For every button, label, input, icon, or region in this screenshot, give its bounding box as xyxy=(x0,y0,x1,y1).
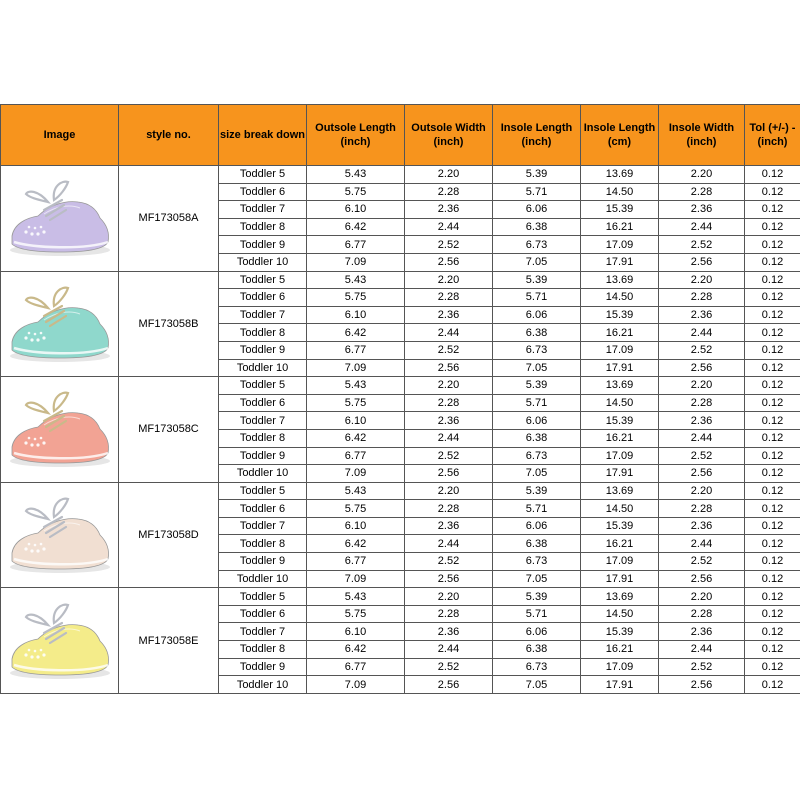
size-cell: Toddler 8 xyxy=(219,324,307,342)
insole-length-inch-cell: 7.05 xyxy=(493,359,581,377)
outsole-length-cell: 5.75 xyxy=(307,500,405,518)
insole-width-cell: 2.28 xyxy=(659,183,745,201)
insole-length-inch-cell: 6.06 xyxy=(493,306,581,324)
insole-length-inch-cell: 5.71 xyxy=(493,605,581,623)
insole-length-cm-cell: 14.50 xyxy=(581,394,659,412)
shoe-image xyxy=(4,172,116,264)
size-cell: Toddler 9 xyxy=(219,341,307,359)
outsole-length-cell: 6.42 xyxy=(307,641,405,659)
insole-width-cell: 2.44 xyxy=(659,218,745,236)
insole-length-inch-cell: 7.05 xyxy=(493,253,581,271)
insole-length-cm-cell: 15.39 xyxy=(581,201,659,219)
table-row xyxy=(1,377,800,395)
tolerance-cell: 0.12 xyxy=(745,359,800,377)
outsole-width-cell: 2.44 xyxy=(405,535,493,553)
tolerance-cell: 0.12 xyxy=(745,412,800,430)
insole-width-cell: 2.36 xyxy=(659,517,745,535)
table-row xyxy=(1,166,800,184)
size-cell: Toddler 8 xyxy=(219,218,307,236)
product-image-cell xyxy=(1,377,119,483)
outsole-width-cell: 2.28 xyxy=(405,183,493,201)
insole-width-cell: 2.28 xyxy=(659,605,745,623)
insole-length-cm-cell: 16.21 xyxy=(581,641,659,659)
outsole-width-cell: 2.44 xyxy=(405,641,493,659)
insole-length-cm-cell: 17.09 xyxy=(581,447,659,465)
insole-width-cell: 2.28 xyxy=(659,289,745,307)
size-cell: Toddler 10 xyxy=(219,253,307,271)
insole-width-cell: 2.52 xyxy=(659,658,745,676)
outsole-length-cell: 5.43 xyxy=(307,482,405,500)
size-cell: Toddler 5 xyxy=(219,271,307,289)
header-image: Image xyxy=(1,105,119,166)
outsole-width-cell: 2.56 xyxy=(405,253,493,271)
outsole-length-cell: 7.09 xyxy=(307,676,405,694)
outsole-width-cell: 2.28 xyxy=(405,500,493,518)
product-image-cell xyxy=(1,588,119,694)
tolerance-cell: 0.12 xyxy=(745,271,800,289)
tolerance-cell: 0.12 xyxy=(745,500,800,518)
size-cell: Toddler 8 xyxy=(219,429,307,447)
size-cell: Toddler 5 xyxy=(219,166,307,184)
insole-width-cell: 2.36 xyxy=(659,201,745,219)
insole-width-cell: 2.52 xyxy=(659,236,745,254)
size-chart-table xyxy=(0,104,800,694)
insole-length-cm-cell: 15.39 xyxy=(581,517,659,535)
outsole-length-cell: 6.42 xyxy=(307,218,405,236)
tolerance-cell: 0.12 xyxy=(745,535,800,553)
outsole-length-cell: 5.75 xyxy=(307,289,405,307)
insole-length-inch-cell: 6.06 xyxy=(493,623,581,641)
insole-length-cm-cell: 17.91 xyxy=(581,359,659,377)
outsole-width-cell: 2.36 xyxy=(405,517,493,535)
insole-length-cm-cell: 14.50 xyxy=(581,289,659,307)
tolerance-cell: 0.12 xyxy=(745,447,800,465)
insole-width-cell: 2.56 xyxy=(659,359,745,377)
outsole-length-cell: 5.75 xyxy=(307,605,405,623)
shoe-image xyxy=(4,489,116,581)
tolerance-cell: 0.12 xyxy=(745,570,800,588)
insole-length-inch-cell: 5.71 xyxy=(493,394,581,412)
outsole-length-cell: 6.10 xyxy=(307,201,405,219)
style-number: MF173058E xyxy=(119,588,219,694)
insole-length-cm-cell: 17.91 xyxy=(581,570,659,588)
insole-length-cm-cell: 13.69 xyxy=(581,271,659,289)
insole-length-inch-cell: 5.71 xyxy=(493,183,581,201)
tolerance-cell: 0.12 xyxy=(745,465,800,483)
header-size-break-down: size break down xyxy=(219,105,307,166)
outsole-length-cell: 6.10 xyxy=(307,623,405,641)
tolerance-cell: 0.12 xyxy=(745,605,800,623)
insole-length-cm-cell: 13.69 xyxy=(581,377,659,395)
size-cell: Toddler 10 xyxy=(219,570,307,588)
insole-width-cell: 2.44 xyxy=(659,429,745,447)
insole-length-cm-cell: 13.69 xyxy=(581,588,659,606)
insole-width-cell: 2.56 xyxy=(659,570,745,588)
style-number: MF173058D xyxy=(119,482,219,588)
tolerance-cell: 0.12 xyxy=(745,482,800,500)
header-insole-length-inch: Insole Length (inch) xyxy=(493,105,581,166)
insole-width-cell: 2.52 xyxy=(659,553,745,571)
size-cell: Toddler 10 xyxy=(219,359,307,377)
outsole-width-cell: 2.52 xyxy=(405,341,493,359)
tolerance-cell: 0.12 xyxy=(745,517,800,535)
outsole-width-cell: 2.52 xyxy=(405,447,493,465)
insole-length-inch-cell: 5.71 xyxy=(493,500,581,518)
outsole-width-cell: 2.36 xyxy=(405,623,493,641)
insole-length-inch-cell: 6.06 xyxy=(493,517,581,535)
size-cell: Toddler 7 xyxy=(219,306,307,324)
tolerance-cell: 0.12 xyxy=(745,253,800,271)
table-row xyxy=(1,271,800,289)
outsole-width-cell: 2.56 xyxy=(405,570,493,588)
outsole-length-cell: 7.09 xyxy=(307,359,405,377)
tolerance-cell: 0.12 xyxy=(745,377,800,395)
insole-width-cell: 2.36 xyxy=(659,412,745,430)
size-cell: Toddler 8 xyxy=(219,641,307,659)
tolerance-cell: 0.12 xyxy=(745,236,800,254)
insole-width-cell: 2.56 xyxy=(659,253,745,271)
insole-width-cell: 2.20 xyxy=(659,271,745,289)
insole-length-inch-cell: 7.05 xyxy=(493,465,581,483)
style-number: MF173058B xyxy=(119,271,219,377)
outsole-length-cell: 5.43 xyxy=(307,588,405,606)
outsole-width-cell: 2.52 xyxy=(405,236,493,254)
size-cell: Toddler 7 xyxy=(219,201,307,219)
insole-width-cell: 2.56 xyxy=(659,465,745,483)
outsole-length-cell: 7.09 xyxy=(307,465,405,483)
outsole-width-cell: 2.36 xyxy=(405,201,493,219)
size-cell: Toddler 6 xyxy=(219,500,307,518)
insole-length-inch-cell: 6.38 xyxy=(493,429,581,447)
insole-length-inch-cell: 7.05 xyxy=(493,676,581,694)
insole-length-cm-cell: 14.50 xyxy=(581,500,659,518)
insole-length-inch-cell: 6.73 xyxy=(493,341,581,359)
outsole-length-cell: 5.43 xyxy=(307,166,405,184)
insole-width-cell: 2.44 xyxy=(659,324,745,342)
outsole-length-cell: 6.42 xyxy=(307,535,405,553)
insole-width-cell: 2.28 xyxy=(659,394,745,412)
outsole-length-cell: 7.09 xyxy=(307,253,405,271)
insole-width-cell: 2.36 xyxy=(659,306,745,324)
style-number: MF173058C xyxy=(119,377,219,483)
insole-length-inch-cell: 6.73 xyxy=(493,553,581,571)
tolerance-cell: 0.12 xyxy=(745,394,800,412)
outsole-width-cell: 2.52 xyxy=(405,553,493,571)
tolerance-cell: 0.12 xyxy=(745,306,800,324)
insole-length-inch-cell: 5.71 xyxy=(493,289,581,307)
insole-width-cell: 2.20 xyxy=(659,377,745,395)
size-cell: Toddler 7 xyxy=(219,412,307,430)
header-style-no: style no. xyxy=(119,105,219,166)
header-insole-width: Insole Width (inch) xyxy=(659,105,745,166)
tolerance-cell: 0.12 xyxy=(745,341,800,359)
insole-length-inch-cell: 6.38 xyxy=(493,324,581,342)
insole-length-inch-cell: 6.06 xyxy=(493,412,581,430)
size-cell: Toddler 10 xyxy=(219,676,307,694)
outsole-length-cell: 6.77 xyxy=(307,553,405,571)
outsole-length-cell: 6.77 xyxy=(307,236,405,254)
insole-length-cm-cell: 13.69 xyxy=(581,482,659,500)
insole-length-cm-cell: 17.09 xyxy=(581,658,659,676)
insole-width-cell: 2.28 xyxy=(659,500,745,518)
shoe-image xyxy=(4,278,116,370)
insole-length-inch-cell: 6.38 xyxy=(493,641,581,659)
style-number: MF173058A xyxy=(119,166,219,272)
insole-length-cm-cell: 16.21 xyxy=(581,535,659,553)
outsole-width-cell: 2.52 xyxy=(405,658,493,676)
insole-length-cm-cell: 14.50 xyxy=(581,183,659,201)
outsole-width-cell: 2.56 xyxy=(405,465,493,483)
outsole-length-cell: 6.10 xyxy=(307,517,405,535)
insole-length-cm-cell: 16.21 xyxy=(581,429,659,447)
header-insole-length-cm: Insole Length (cm) xyxy=(581,105,659,166)
insole-length-cm-cell: 14.50 xyxy=(581,605,659,623)
shoe-image xyxy=(4,383,116,475)
tolerance-cell: 0.12 xyxy=(745,553,800,571)
size-cell: Toddler 6 xyxy=(219,394,307,412)
size-cell: Toddler 5 xyxy=(219,588,307,606)
insole-length-inch-cell: 7.05 xyxy=(493,570,581,588)
outsole-length-cell: 6.77 xyxy=(307,447,405,465)
insole-width-cell: 2.20 xyxy=(659,482,745,500)
insole-length-inch-cell: 5.39 xyxy=(493,482,581,500)
outsole-width-cell: 2.20 xyxy=(405,482,493,500)
insole-length-inch-cell: 6.73 xyxy=(493,236,581,254)
shoe-image xyxy=(4,595,116,687)
insole-length-cm-cell: 16.21 xyxy=(581,218,659,236)
insole-width-cell: 2.44 xyxy=(659,641,745,659)
outsole-length-cell: 6.42 xyxy=(307,429,405,447)
outsole-length-cell: 6.10 xyxy=(307,306,405,324)
tolerance-cell: 0.12 xyxy=(745,183,800,201)
tolerance-cell: 0.12 xyxy=(745,166,800,184)
table-row xyxy=(1,588,800,606)
insole-length-inch-cell: 6.73 xyxy=(493,447,581,465)
header-tolerance: Tol (+/-) - (inch) xyxy=(745,105,800,166)
size-cell: Toddler 5 xyxy=(219,377,307,395)
tolerance-cell: 0.12 xyxy=(745,623,800,641)
insole-length-cm-cell: 15.39 xyxy=(581,623,659,641)
insole-width-cell: 2.44 xyxy=(659,535,745,553)
outsole-width-cell: 2.44 xyxy=(405,218,493,236)
outsole-length-cell: 6.10 xyxy=(307,412,405,430)
size-cell: Toddler 9 xyxy=(219,236,307,254)
tolerance-cell: 0.12 xyxy=(745,658,800,676)
outsole-length-cell: 6.77 xyxy=(307,341,405,359)
insole-length-inch-cell: 5.39 xyxy=(493,377,581,395)
insole-length-inch-cell: 5.39 xyxy=(493,271,581,289)
tolerance-cell: 0.12 xyxy=(745,676,800,694)
insole-width-cell: 2.36 xyxy=(659,623,745,641)
insole-length-inch-cell: 5.39 xyxy=(493,166,581,184)
size-cell: Toddler 7 xyxy=(219,517,307,535)
insole-length-cm-cell: 15.39 xyxy=(581,412,659,430)
size-cell: Toddler 9 xyxy=(219,658,307,676)
outsole-width-cell: 2.20 xyxy=(405,377,493,395)
outsole-width-cell: 2.36 xyxy=(405,412,493,430)
insole-length-cm-cell: 17.09 xyxy=(581,553,659,571)
size-cell: Toddler 9 xyxy=(219,447,307,465)
insole-length-cm-cell: 17.91 xyxy=(581,253,659,271)
header-outsole-width: Outsole Width (inch) xyxy=(405,105,493,166)
outsole-width-cell: 2.28 xyxy=(405,394,493,412)
outsole-width-cell: 2.20 xyxy=(405,271,493,289)
product-image-cell xyxy=(1,271,119,377)
size-cell: Toddler 5 xyxy=(219,482,307,500)
insole-length-inch-cell: 6.06 xyxy=(493,201,581,219)
outsole-width-cell: 2.36 xyxy=(405,306,493,324)
size-cell: Toddler 6 xyxy=(219,605,307,623)
outsole-length-cell: 6.42 xyxy=(307,324,405,342)
tolerance-cell: 0.12 xyxy=(745,429,800,447)
insole-width-cell: 2.56 xyxy=(659,676,745,694)
insole-length-inch-cell: 6.38 xyxy=(493,218,581,236)
product-image-cell xyxy=(1,482,119,588)
insole-length-cm-cell: 17.91 xyxy=(581,676,659,694)
size-cell: Toddler 9 xyxy=(219,553,307,571)
outsole-width-cell: 2.44 xyxy=(405,324,493,342)
outsole-length-cell: 7.09 xyxy=(307,570,405,588)
insole-length-cm-cell: 15.39 xyxy=(581,306,659,324)
insole-length-inch-cell: 5.39 xyxy=(493,588,581,606)
table-row xyxy=(1,482,800,500)
size-cell: Toddler 7 xyxy=(219,623,307,641)
table-body xyxy=(1,166,800,694)
outsole-length-cell: 5.43 xyxy=(307,271,405,289)
header-row xyxy=(1,105,800,166)
insole-length-cm-cell: 16.21 xyxy=(581,324,659,342)
size-cell: Toddler 10 xyxy=(219,465,307,483)
tolerance-cell: 0.12 xyxy=(745,218,800,236)
insole-width-cell: 2.20 xyxy=(659,588,745,606)
outsole-width-cell: 2.20 xyxy=(405,166,493,184)
outsole-width-cell: 2.44 xyxy=(405,429,493,447)
outsole-width-cell: 2.28 xyxy=(405,289,493,307)
product-image-cell xyxy=(1,166,119,272)
tolerance-cell: 0.12 xyxy=(745,324,800,342)
insole-width-cell: 2.52 xyxy=(659,447,745,465)
size-cell: Toddler 8 xyxy=(219,535,307,553)
size-cell: Toddler 6 xyxy=(219,183,307,201)
outsole-length-cell: 5.43 xyxy=(307,377,405,395)
insole-length-cm-cell: 17.09 xyxy=(581,236,659,254)
size-cell: Toddler 6 xyxy=(219,289,307,307)
insole-length-cm-cell: 17.91 xyxy=(581,465,659,483)
outsole-width-cell: 2.56 xyxy=(405,676,493,694)
tolerance-cell: 0.12 xyxy=(745,641,800,659)
outsole-width-cell: 2.56 xyxy=(405,359,493,377)
outsole-width-cell: 2.28 xyxy=(405,605,493,623)
insole-length-inch-cell: 6.73 xyxy=(493,658,581,676)
insole-width-cell: 2.52 xyxy=(659,341,745,359)
outsole-length-cell: 5.75 xyxy=(307,394,405,412)
outsole-length-cell: 6.77 xyxy=(307,658,405,676)
header-outsole-length: Outsole Length (inch) xyxy=(307,105,405,166)
outsole-length-cell: 5.75 xyxy=(307,183,405,201)
insole-length-cm-cell: 17.09 xyxy=(581,341,659,359)
insole-length-cm-cell: 13.69 xyxy=(581,166,659,184)
outsole-width-cell: 2.20 xyxy=(405,588,493,606)
tolerance-cell: 0.12 xyxy=(745,289,800,307)
tolerance-cell: 0.12 xyxy=(745,588,800,606)
insole-width-cell: 2.20 xyxy=(659,166,745,184)
tolerance-cell: 0.12 xyxy=(745,201,800,219)
insole-length-inch-cell: 6.38 xyxy=(493,535,581,553)
